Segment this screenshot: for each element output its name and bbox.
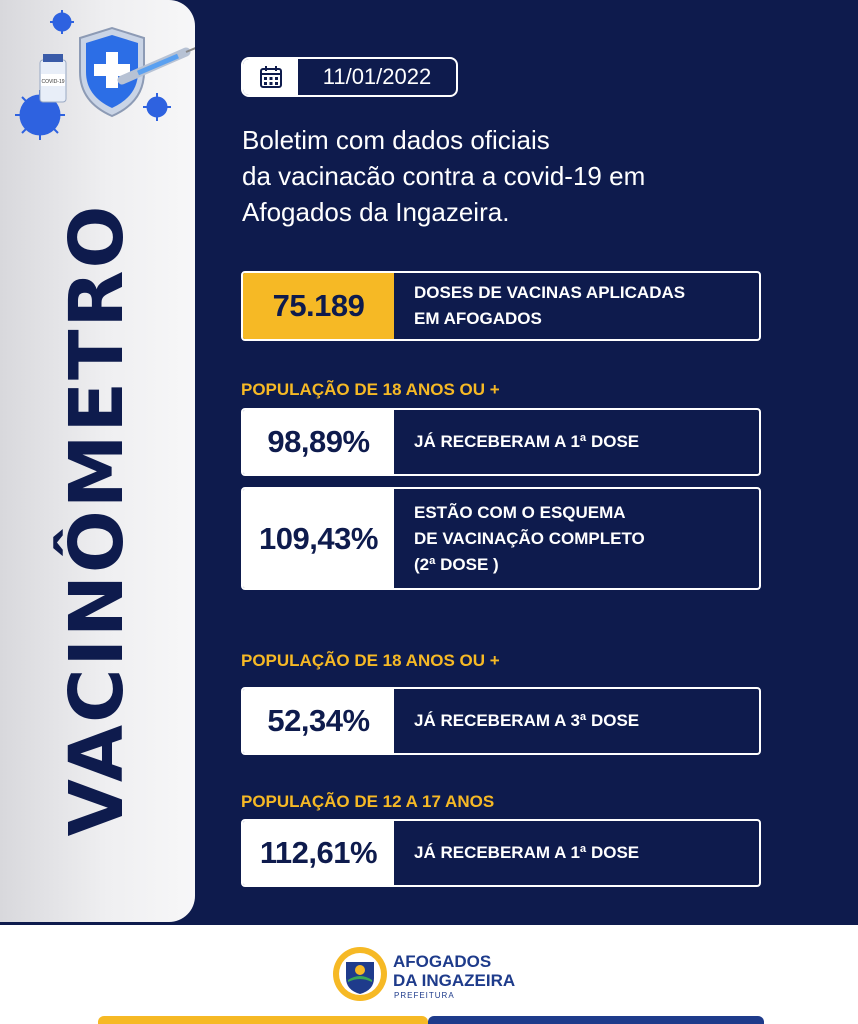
first-dose-teens-label: JÁ RECEBERAM A 1ª DOSE: [414, 843, 640, 862]
total-doses-card: [241, 271, 761, 341]
total-doses-label: EM AFOGADOS: [414, 309, 542, 328]
city-name-line: DA INGAZEIRA: [393, 971, 516, 990]
vaccinometer-title: VACINÔMETRO: [54, 203, 140, 837]
city-name: [393, 952, 515, 990]
complete-scheme-label: DE VACINAÇÃO COMPLETO: [414, 528, 645, 548]
footer-bar-blue: [428, 1016, 764, 1024]
first-dose-adults-label: JÁ RECEBERAM A 1ª DOSE: [414, 432, 640, 451]
complete-scheme-label: ESTÃO COM O ESQUEMA: [414, 502, 626, 522]
section-title-booster: POPULAÇÃO DE 18 ANOS OU +: [241, 651, 500, 670]
city-name-line: AFOGADOS: [393, 952, 492, 971]
bulletin-date: 11/01/2022: [322, 64, 432, 89]
total-doses-label: DOSES DE VACINAS APLICADAS: [414, 283, 686, 302]
complete-scheme-card: [241, 487, 761, 590]
calendar-icon: [259, 65, 283, 89]
third-dose-card: [241, 687, 761, 755]
first-dose-teens-value: 112,61%: [243, 821, 394, 885]
first-dose-adults-value: 98,89%: [243, 410, 394, 474]
intro-line: da vacinacão contra a covid-19 em: [242, 161, 646, 191]
complete-scheme-value: 109,43%: [243, 489, 394, 588]
city-hall-label: PREFEITURA: [394, 991, 455, 1000]
footer-bar-yellow: [98, 1016, 428, 1024]
third-dose-value: 52,34%: [243, 689, 394, 753]
intro-line: Boletim com dados oficiais: [242, 125, 550, 155]
side-panel: [0, 0, 195, 922]
first-dose-adults-card: [241, 408, 761, 476]
section-title-teens: POPULAÇÃO DE 12 A 17 ANOS: [241, 792, 495, 811]
section-title-adults: POPULAÇÃO DE 18 ANOS OU +: [241, 380, 500, 399]
intro-line: Afogados da Ingazeira.: [242, 197, 510, 227]
date-badge: [241, 57, 458, 97]
complete-scheme-label: (2ª DOSE ): [414, 554, 499, 574]
vial-icon: [40, 54, 66, 102]
first-dose-teens-card: [241, 819, 761, 887]
intro-text: [242, 122, 762, 230]
third-dose-label: JÁ RECEBERAM A 3ª DOSE: [414, 711, 640, 730]
city-crest-logo: [330, 944, 390, 1004]
vaccine-shield-illustration: [10, 10, 195, 150]
svg-text:COVID-19: COVID-19: [41, 79, 65, 85]
total-doses-value: 75.189: [243, 273, 394, 339]
